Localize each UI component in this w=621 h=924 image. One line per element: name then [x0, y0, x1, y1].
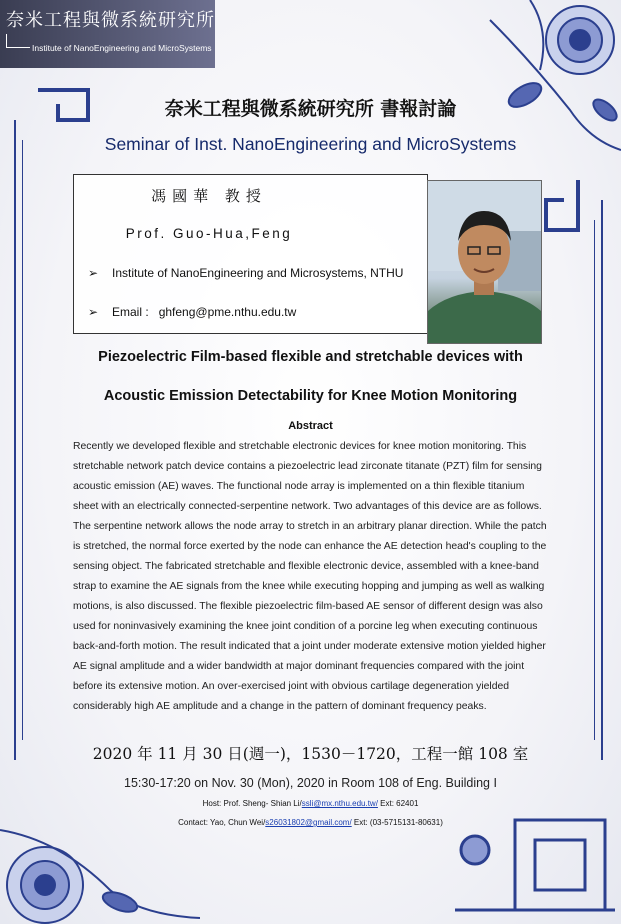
logo-bracket-vertical — [6, 34, 7, 48]
floral-ornament-bottom-left — [0, 790, 200, 924]
border-line-left-inner — [22, 140, 23, 740]
logo-banner — [0, 0, 215, 68]
arrow-bullet-icon: ➢ — [88, 305, 99, 319]
meander-ornament-right — [540, 180, 580, 240]
talk-title-line1: Piezoelectric Film-based flexible and stretchable devices with — [98, 349, 523, 365]
host-email-link[interactable]: ssli@mx.nthu.edu.tw/ — [301, 799, 378, 808]
logo-bracket-horizontal — [6, 47, 30, 48]
seminar-title-cn: 奈米工程與微系統研究所 書報討論 — [164, 98, 457, 120]
contact-suffix: Ext: (03-5715131-80631) — [351, 818, 443, 827]
border-line-right-inner — [594, 220, 595, 740]
arrow-bullet-icon: ➢ — [88, 266, 99, 280]
email-label: Email : — [112, 305, 149, 319]
email-line — [88, 305, 296, 319]
speaker-email: ghfeng@pme.nthu.edu.tw — [158, 305, 297, 319]
schedule-cn: 2020 年 11 月 30 日(週一)，1530－1720，工程一館 108 室 — [92, 745, 529, 763]
talk-title-line2: Acoustic Emission Detectability for Knee Motion Monitoring — [103, 388, 518, 404]
affiliation-line — [88, 266, 403, 280]
schedule-en: 15:30-17:20 on Nov. 30 (Mon), 2020 in Room 108 of Eng. Building I — [124, 776, 497, 790]
contact-email-link[interactable]: s26031802@gmail.com/ — [265, 818, 352, 827]
contact-prefix: Contact: Yao, Chun Wei/ — [178, 818, 266, 827]
border-line-right — [601, 200, 603, 760]
speaker-name-en: Prof. Guo-Hua,Feng — [125, 226, 293, 241]
speaker-name-cn: 馮國華 教授 — [151, 187, 267, 205]
host-suffix: Ext: 62401 — [377, 799, 419, 808]
border-line-left — [14, 120, 16, 760]
abstract-text: Recently we developed flexible and stretchable electronic devices for knee motion monitoring. This stretchable network patch device contains a piezoelectric lead zirconate titanate (PZT) film for sensing acoustic emission (AE) waves. The functional node array is implemented on a thin flexible titanium sheet with an electrically connected-serpentine network. Two advantages of this device are as follows. The serpentine network allows the node array to stretch in an arbitrary planar direction. While the patch is stretched, the normal force exerted by the node can enhance the AE detection head's coupling to the sensing object. The fabricated stretchable and flexible electronic device, assembled with a knee-band strap to examine the AE signals from the knee while executing hopping and jumping as well as walking motions, is also discussed. The flexible piezoelectric film-based AE sensor of different design was also used for noninvasively examining the knee joint condition of a porcine leg when executing continuous back-and-forth motion. The result indicated that a joint under moderate extensive motion yielded higher AE signal amplitude and a wider bandwidth at major dominant frequencies compared with the joint before its extensive motion. An over-exercised joint with obvious cartilage degeneration yielded considerably high AE amplitude and a change in the pattern of dominant frequency peaks. — [73, 441, 547, 712]
abstract-heading: Abstract — [288, 420, 333, 432]
host-prefix: Host: Prof. Sheng- Shian Li/ — [202, 799, 302, 808]
speaker-photo — [427, 180, 542, 344]
speaker-info-box — [73, 174, 428, 334]
institute-logo-cn: 奈米工程與微系統研究所 — [6, 10, 215, 31]
host-line — [0, 799, 621, 808]
seminar-title-en: Seminar of Inst. NanoEngineering and MicroSystems — [104, 134, 517, 154]
speaker-portrait-icon — [428, 181, 541, 343]
contact-line — [0, 818, 621, 827]
speaker-affiliation: Institute of NanoEngineering and Microsystems, NTHU — [112, 266, 404, 280]
institute-logo-en: Institute of NanoEngineering and MicroSystems — [32, 43, 212, 53]
